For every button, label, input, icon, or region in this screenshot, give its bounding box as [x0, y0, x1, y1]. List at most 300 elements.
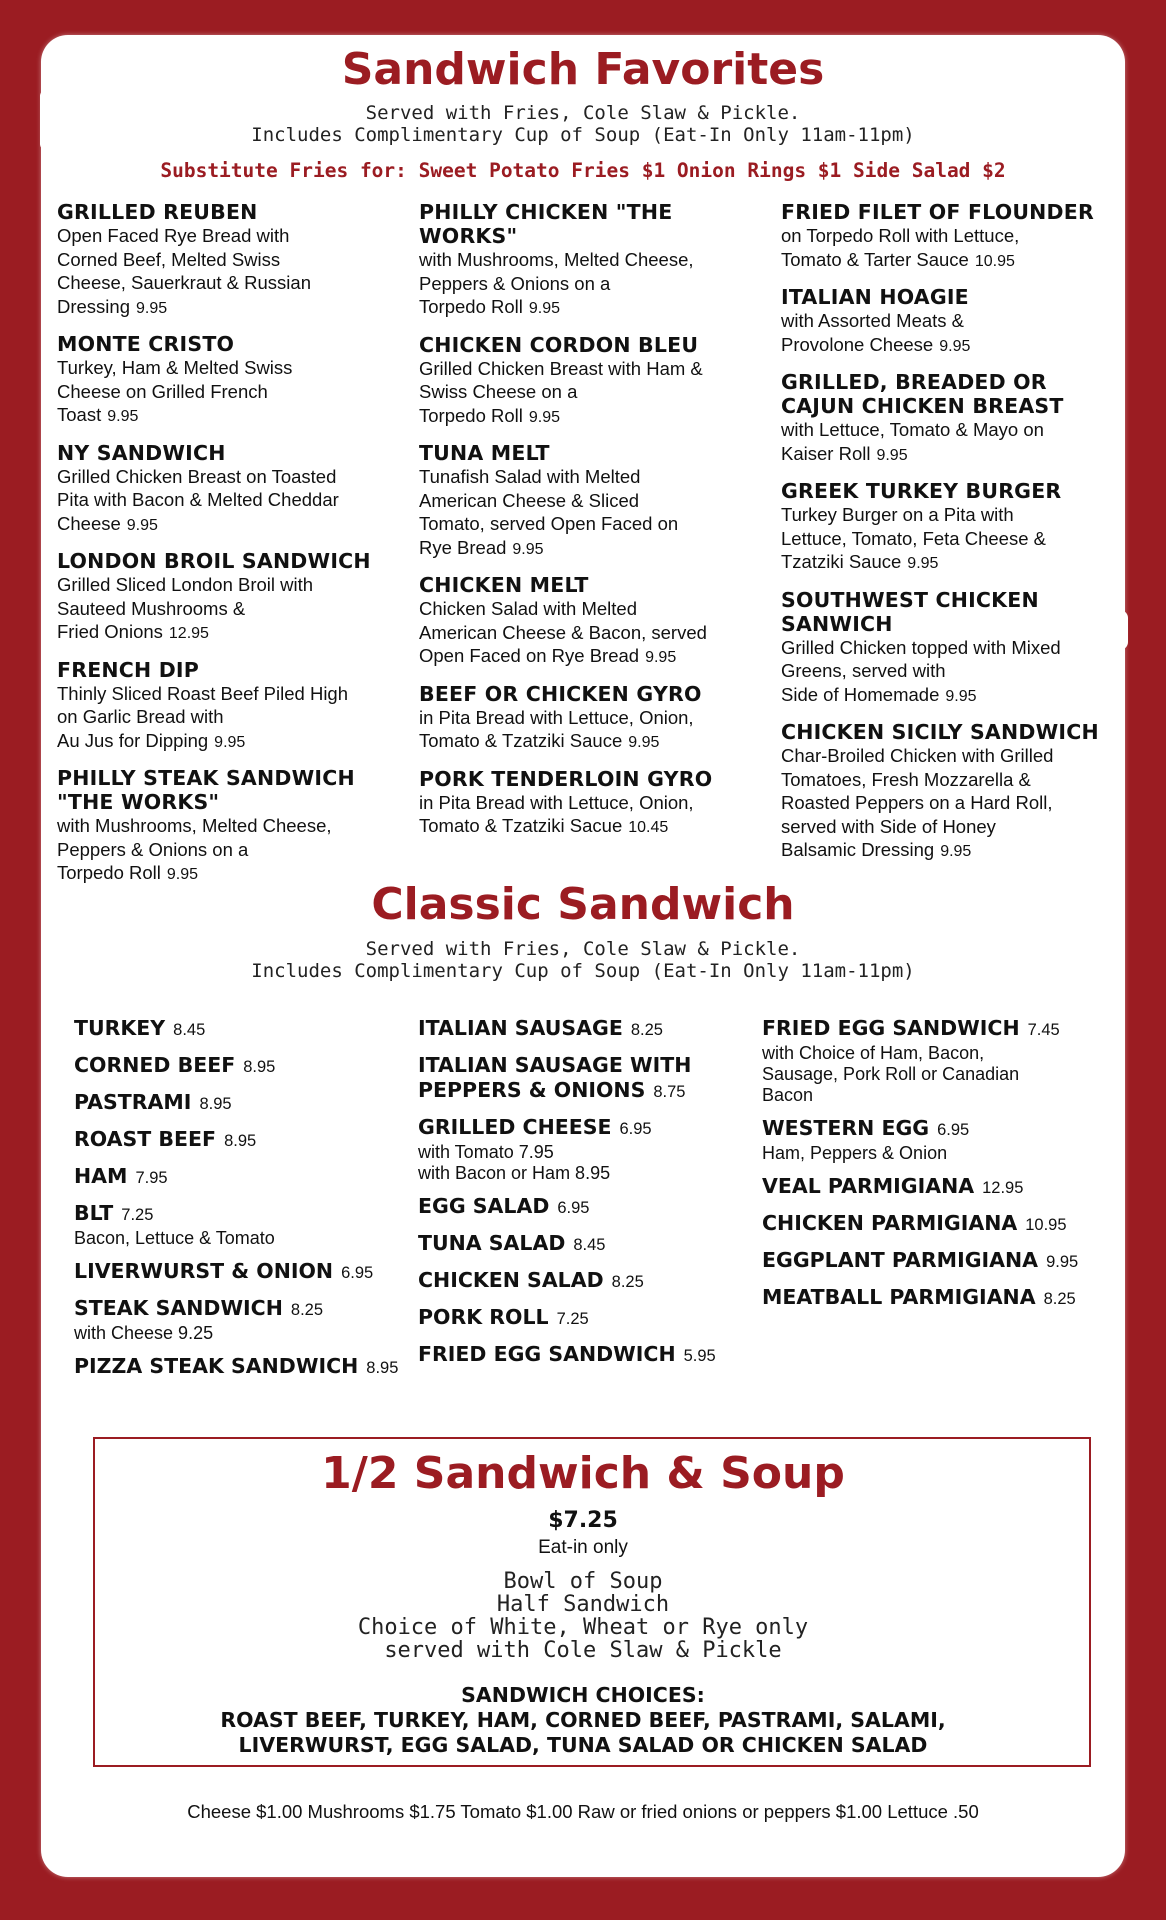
classic-item [74, 1354, 404, 1381]
classic-item-price: 10.95 [1025, 1216, 1067, 1234]
classic-item-name [762, 1174, 1102, 1201]
description-text: Open Faced on Rye Bread [419, 645, 640, 666]
menu-item [57, 549, 397, 646]
classic-item-description [74, 1323, 404, 1344]
item-description [57, 573, 397, 646]
classic-item-price: 12.95 [982, 1179, 1024, 1197]
menu-item [419, 682, 759, 755]
menu-item [781, 370, 1121, 467]
description-line [781, 418, 1121, 442]
half-price: $7.25 [548, 1508, 618, 1533]
classic-column-3 [762, 1016, 1102, 1322]
item-price: 9.95 [645, 649, 677, 666]
classic-item [762, 1285, 1102, 1312]
item-price: 9.95 [126, 516, 158, 534]
classic-item [762, 1016, 1102, 1106]
item-description [781, 418, 1121, 467]
classic-item-title: CHICKEN PARMIGIANA [762, 1211, 1018, 1235]
item-price: 9.95 [107, 408, 139, 425]
menu-item [781, 200, 1121, 273]
classic-item-price: 7.25 [121, 1206, 154, 1224]
description-line [781, 442, 1121, 468]
half-eatin: Eat-in only [538, 1537, 628, 1558]
classic-item-title: ITALIAN SAUSAGE [418, 1016, 623, 1040]
classic-item-title: EGG SALAD [418, 1194, 550, 1218]
description-text: Tomato & Tarter Sauce [781, 248, 969, 270]
item-price: 9.95 [166, 866, 199, 883]
classic-item-name [418, 1342, 748, 1369]
item-description [419, 248, 759, 321]
description-text: with Assorted Meats & [781, 310, 965, 331]
description-text: Turkey, Ham & Melted Swiss [57, 357, 293, 378]
description-line [419, 621, 759, 645]
description-text: Torpedo Roll [57, 862, 161, 883]
description-text: Open Faced Rye Bread with [57, 225, 290, 246]
description-text: Peppers & Onions on a [57, 838, 249, 860]
description-line [57, 465, 397, 489]
description-line [419, 706, 759, 730]
description-text: Swiss Cheese on a [419, 381, 578, 402]
favorites-soup: Includes Complimentary Cup of Soup (Eat-In Only 11am-11pm) [251, 124, 915, 146]
description-line [781, 309, 1121, 333]
half-line-4: served with Cole Slaw & Pickle [384, 1638, 782, 1663]
description-line [419, 597, 759, 621]
classic-item-name [418, 1305, 748, 1332]
item-name: CHICKEN MELT [419, 573, 589, 597]
description-line [781, 659, 1121, 683]
classic-item [762, 1248, 1102, 1275]
classic-item-title: EGGPLANT PARMIGIANA [762, 1248, 1039, 1272]
item-name: NY SANDWICH [57, 440, 226, 465]
item-name: MONTE CRISTO [57, 332, 235, 356]
description-line [419, 404, 759, 430]
classic-item-description [762, 1143, 1102, 1164]
classic-item-description [74, 1228, 404, 1249]
item-name: TUNA MELT [419, 441, 550, 465]
description-text: Greens, served with [781, 660, 946, 681]
classic-item-title: LIVERWURST & ONION [74, 1259, 334, 1283]
description-text: with Lettuce, Tomato & Mayo on [781, 419, 1044, 440]
description-line [781, 683, 1121, 709]
item-name: GREEK TURKEY BURGER [781, 479, 1062, 503]
classic-item-price: 7.95 [135, 1169, 168, 1187]
menu-item [781, 285, 1121, 358]
item-description [781, 224, 1121, 273]
item-description [781, 744, 1121, 864]
classic-item-price: 8.75 [653, 1083, 686, 1101]
description-text: Cheese [57, 512, 121, 534]
menu-item [419, 333, 759, 430]
description-text: with Mushrooms, Melted Cheese, [57, 815, 332, 836]
classic-item-title: STEAK SANDWICH [74, 1296, 283, 1320]
classic-item [74, 1259, 404, 1286]
description-text: Char-Broiled Chicken with Grilled [781, 745, 1054, 766]
description-line: with Tomato 7.95 [418, 1142, 554, 1162]
description-line [419, 512, 759, 536]
description-text: American Cheese & Sliced [419, 489, 640, 511]
description-text: Thinly Sliced Roast Beef Piled High [57, 682, 349, 704]
half-title: 1/2 Sandwich & Soup [321, 1448, 845, 1499]
description-line [57, 838, 397, 862]
classic-item-title: HAM [74, 1164, 128, 1188]
description-text: Pita with Bacon & Melted Cheddar [57, 489, 339, 510]
description-text: in Pita Bread with Lettuce, Onion, [419, 791, 694, 813]
description-text: served with Side of Honey [781, 815, 996, 837]
description-line [419, 248, 759, 272]
classic-item [74, 1164, 404, 1191]
classic-item [762, 1174, 1102, 1201]
description-line: Bacon [762, 1085, 814, 1105]
classic-item-title: PIZZA STEAK SANDWICH [74, 1354, 359, 1378]
item-name: PHILLY CHICKEN "THE WORKS" [419, 200, 673, 248]
classic-item-price: 6.95 [937, 1121, 970, 1139]
item-name: FRENCH DIP [57, 657, 199, 682]
item-name: CHICKEN CORDON BLEU [419, 332, 699, 357]
classic-item [418, 1053, 748, 1105]
item-name: SOUTHWEST CHICKEN SANWICH [781, 587, 1039, 636]
description-text: Grilled Chicken Breast with Ham & [419, 357, 703, 379]
description-text: Corned Beef, Melted Swiss [57, 248, 281, 270]
classic-item [418, 1115, 748, 1184]
item-price: 9.95 [945, 687, 977, 705]
item-name: FRIED FILET OF FLOUNDER [781, 200, 1094, 224]
classic-item-name [762, 1248, 1102, 1275]
description-line [57, 224, 397, 248]
classic-item-title: FRIED EGG SANDWICH [418, 1342, 676, 1366]
classic-item-price: 8.25 [290, 1301, 324, 1319]
description-text: Torpedo Roll [419, 296, 523, 317]
classic-item-name [74, 1127, 404, 1154]
classic-item [762, 1116, 1102, 1164]
description-line [781, 527, 1121, 551]
classic-item-price: 8.45 [173, 1021, 206, 1039]
description-line [57, 403, 397, 429]
classic-item-name [418, 1016, 748, 1043]
item-description [419, 597, 759, 670]
classic-item [74, 1127, 404, 1154]
description-text: on Torpedo Roll with Lettuce, [781, 225, 1020, 246]
description-line [57, 512, 397, 538]
description-line [781, 838, 1121, 864]
description-line [419, 380, 759, 404]
classic-item-name [762, 1211, 1102, 1238]
item-name: GRILLED REUBEN [57, 200, 258, 224]
description-text: Fried Onions [57, 621, 163, 642]
classic-item-title: PASTRAMI [74, 1090, 192, 1114]
menu-item [57, 200, 397, 320]
classic-item-name [74, 1090, 404, 1117]
description-line [419, 295, 759, 321]
item-price: 9.95 [907, 555, 939, 572]
classic-item-price: 6.95 [619, 1120, 652, 1138]
item-description [419, 706, 759, 755]
description-line [57, 271, 397, 295]
menu-item [57, 441, 397, 538]
classic-item-name [418, 1115, 748, 1142]
description-text: on Garlic Bread with [57, 706, 224, 727]
half-choices-line-2: LIVERWURST, EGG SALAD, TUNA SALAD OR CHICKEN SALAD [238, 1733, 928, 1757]
half-line-3: Choice of White, Wheat or Rye only [357, 1615, 809, 1640]
classic-item [74, 1296, 404, 1344]
description-line: with Bacon or Ham 8.95 [418, 1163, 611, 1183]
item-price: 9.95 [214, 733, 246, 751]
classic-item-description [418, 1142, 748, 1184]
description-line [57, 380, 397, 404]
classic-item-name [418, 1194, 748, 1221]
item-name: PORK TENDERLOIN GYRO [419, 766, 713, 791]
classic-item-name [74, 1354, 404, 1381]
item-name: ITALIAN HOAGIE [781, 285, 969, 309]
classic-item-price: 7.25 [556, 1310, 589, 1328]
half-choices-line-1: ROAST BEEF, TURKEY, HAM, CORNED BEEF, PASTRAMI, SALAMI, [220, 1708, 946, 1732]
menu-item [419, 767, 759, 840]
menu-item [781, 479, 1121, 576]
item-price: 9.95 [528, 408, 561, 426]
description-line [781, 224, 1121, 248]
classic-item-price: 6.95 [341, 1264, 374, 1282]
description-text: Cheese, Sauerkraut & Russian [57, 272, 311, 293]
description-text: Grilled Sliced London Broil with [57, 574, 314, 595]
description-text: Sauteed Mushrooms & [57, 597, 246, 619]
menu-item [57, 766, 397, 887]
description-line [781, 550, 1121, 576]
classic-item-name [762, 1285, 1102, 1312]
description-line: Ham, Peppers & Onion [762, 1143, 948, 1163]
classic-item-title: ROAST BEEF [74, 1127, 217, 1151]
description-text: Rye Bread [419, 536, 507, 558]
classic-item [418, 1016, 748, 1043]
classic-item-title: TURKEY [74, 1016, 166, 1040]
classic-item-price: 7.45 [1027, 1021, 1060, 1039]
item-name: GRILLED, BREADED OR CAJUN CHICKEN BREAST [781, 370, 1064, 418]
favorites-column-3 [781, 200, 1121, 876]
menu-item [419, 573, 759, 670]
classic-item-title: WESTERN EGG [762, 1116, 930, 1140]
description-line [419, 489, 759, 513]
extras-line: Cheese $1.00 Mushrooms $1.75 Tomato $1.00 Raw or fried onions or peppers $1.00 Lettuce .50 [187, 1801, 979, 1822]
item-description [57, 465, 397, 538]
description-line [781, 815, 1121, 839]
half-line-1: Bowl of Soup [503, 1569, 663, 1594]
classic-item-title: CORNED BEEF [74, 1053, 236, 1077]
description-line [419, 272, 759, 296]
classic-item-title: CHICKEN SALAD [418, 1268, 604, 1292]
item-price: 9.95 [628, 734, 660, 751]
classic-item [74, 1201, 404, 1249]
item-name: LONDON BROIL SANDWICH [57, 549, 371, 573]
description-line: Sausage, Pork Roll or Canadian [762, 1064, 1020, 1084]
description-text: Kaiser Roll [781, 442, 871, 464]
description-text: Chicken Salad with Melted [419, 598, 637, 619]
classic-item-name [74, 1296, 404, 1323]
description-text: American Cheese & Bacon, served [419, 621, 707, 643]
description-line [57, 620, 397, 646]
description-line [57, 597, 397, 621]
item-price: 12.95 [168, 625, 209, 642]
classic-item-title: PORK ROLL [418, 1305, 549, 1329]
half-line-2: Half Sandwich [496, 1592, 670, 1617]
classic-item-price: 8.45 [573, 1236, 606, 1254]
description-line [781, 744, 1121, 768]
item-name: BEEF OR CHICKEN GYRO [419, 681, 702, 706]
classic-item [74, 1016, 404, 1043]
description-text: Tomatoes, Fresh Mozzarella & [781, 768, 1031, 790]
classic-item-price: 8.95 [224, 1132, 257, 1150]
description-text: Grilled Chicken topped with Mixed [781, 636, 1061, 658]
classic-column-2 [418, 1016, 748, 1379]
description-text: Turkey Burger on a Pita with [781, 504, 1014, 525]
description-text: Torpedo Roll [419, 404, 523, 426]
item-price: 9.95 [136, 299, 168, 317]
classic-item-price: 8.95 [199, 1095, 232, 1113]
description-text: Tomato & Tzatziki Sauce [419, 730, 623, 751]
classic-item [74, 1053, 404, 1080]
classic-item [762, 1211, 1102, 1238]
description-line [419, 814, 759, 840]
description-text: Lettuce, Tomato, Feta Cheese & [781, 527, 1046, 549]
description-line [781, 791, 1121, 815]
item-price: 10.95 [974, 252, 1015, 270]
description-line [781, 333, 1121, 359]
item-name: PHILLY STEAK SANDWICH "THE WORKS" [57, 766, 355, 814]
menu-item [419, 441, 759, 561]
classic-item-name [74, 1259, 404, 1286]
description-line [57, 356, 397, 380]
item-description [419, 357, 759, 430]
description-text: Balsamic Dressing [781, 839, 935, 860]
menu-item [781, 720, 1121, 864]
description-text: Tomato & Tzatziki Sacue [419, 815, 623, 836]
item-description [57, 224, 397, 320]
item-price: 9.95 [512, 540, 544, 558]
menu-item [57, 332, 397, 429]
description-line [57, 488, 397, 512]
description-line [57, 729, 397, 755]
description-line: with Choice of Ham, Bacon, [762, 1043, 985, 1063]
classic-served: Served with Fries, Cole Slaw & Pickle. [365, 938, 801, 960]
classic-item-title: ITALIAN SAUSAGE WITH PEPPERS & ONIONS [418, 1053, 692, 1102]
description-line [419, 791, 759, 815]
description-line [419, 465, 759, 489]
favorites-title: Sandwich Favorites [341, 44, 825, 95]
classic-item [418, 1305, 748, 1332]
description-line [57, 295, 397, 321]
item-price: 9.95 [939, 337, 971, 355]
classic-item-name [762, 1016, 1102, 1043]
description-text: Grilled Chicken Breast on Toasted [57, 465, 337, 487]
description-line [781, 636, 1121, 660]
item-price: 10.45 [628, 819, 669, 836]
menu-item [419, 200, 759, 321]
menu-item [57, 658, 397, 755]
description-line [57, 814, 397, 838]
classic-item-title: TUNA SALAD [418, 1231, 566, 1255]
classic-item-description [762, 1043, 1102, 1106]
classic-item-name [74, 1201, 404, 1228]
favorites-column-2 [419, 200, 759, 852]
classic-item [418, 1268, 748, 1295]
classic-item-price: 5.95 [683, 1347, 716, 1365]
half-choices-title: SANDWICH CHOICES: [461, 1683, 705, 1707]
description-line [781, 503, 1121, 527]
classic-item [418, 1231, 748, 1258]
classic-item-price: 8.95 [366, 1359, 399, 1377]
description-line [419, 357, 759, 381]
item-description [419, 465, 759, 561]
description-text: in Pita Bread with Lettuce, Onion, [419, 706, 694, 728]
classic-item-title: VEAL PARMIGIANA [762, 1174, 975, 1198]
description-text: Cheese on Grilled French [57, 380, 268, 402]
description-text: Tomato, served Open Faced on [419, 513, 679, 534]
item-price: 9.95 [876, 446, 908, 464]
classic-item-title: MEATBALL PARMIGIANA [762, 1285, 1036, 1309]
classic-item-name [74, 1053, 404, 1080]
description-text: Peppers & Onions on a [419, 272, 611, 294]
description-text: Tunafish Salad with Melted [419, 466, 641, 487]
classic-item [74, 1090, 404, 1117]
description-line [57, 248, 397, 272]
item-price: 9.95 [528, 300, 561, 317]
classic-item-price: 6.95 [557, 1199, 590, 1217]
item-description [781, 503, 1121, 576]
menu-item [781, 588, 1121, 709]
classic-item-name [418, 1231, 748, 1258]
favorites-substitute: Substitute Fries for: Sweet Potato Fries $1 Onion Rings $1 Side Salad $2 [160, 159, 1006, 182]
classic-item-price: 8.25 [630, 1021, 663, 1039]
description-text: Tzatziki Sauce [781, 551, 902, 572]
favorites-column-1 [57, 200, 397, 899]
description-line: Bacon, Lettuce & Tomato [74, 1228, 275, 1248]
classic-column-1 [74, 1016, 404, 1391]
classic-title: Classic Sandwich [371, 879, 795, 930]
description-line [781, 248, 1121, 274]
description-text: Au Jus for Dipping [57, 729, 209, 751]
description-line [419, 644, 759, 670]
description-line [419, 536, 759, 562]
description-text: Provolone Cheese [781, 333, 934, 355]
item-description [57, 682, 397, 755]
description-text: with Mushrooms, Melted Cheese, [419, 249, 694, 270]
description-text: Roasted Peppers on a Hard Roll, [781, 792, 1053, 813]
description-text: Dressing [57, 295, 130, 317]
classic-item-price: 8.95 [243, 1058, 276, 1076]
classic-soup: Includes Complimentary Cup of Soup (Eat-In Only 11am-11pm) [251, 960, 915, 982]
item-description [419, 791, 759, 840]
classic-item-price: 8.25 [1043, 1290, 1076, 1308]
description-line [57, 705, 397, 729]
classic-item-title: BLT [74, 1201, 114, 1225]
favorites-served: Served with Fries, Cole Slaw & Pickle. [365, 102, 801, 124]
item-name: CHICKEN SICILY SANDWICH [781, 720, 1099, 744]
description-line [419, 729, 759, 755]
description-text: Toast [57, 404, 102, 425]
classic-item [418, 1342, 748, 1369]
description-line [781, 768, 1121, 792]
description-text: Side of Homemade [781, 683, 940, 705]
item-price: 9.95 [940, 843, 972, 860]
description-line [57, 682, 397, 706]
classic-item-title: FRIED EGG SANDWICH [762, 1016, 1020, 1040]
item-description [57, 356, 397, 429]
description-line [57, 573, 397, 597]
classic-item-title: GRILLED CHEESE [418, 1115, 612, 1139]
classic-item-name [418, 1268, 748, 1295]
classic-item-name [418, 1053, 748, 1105]
classic-item-name [74, 1016, 404, 1043]
classic-item-name [74, 1164, 404, 1191]
classic-item-price: 9.95 [1046, 1253, 1079, 1271]
classic-item-name [762, 1116, 1102, 1143]
